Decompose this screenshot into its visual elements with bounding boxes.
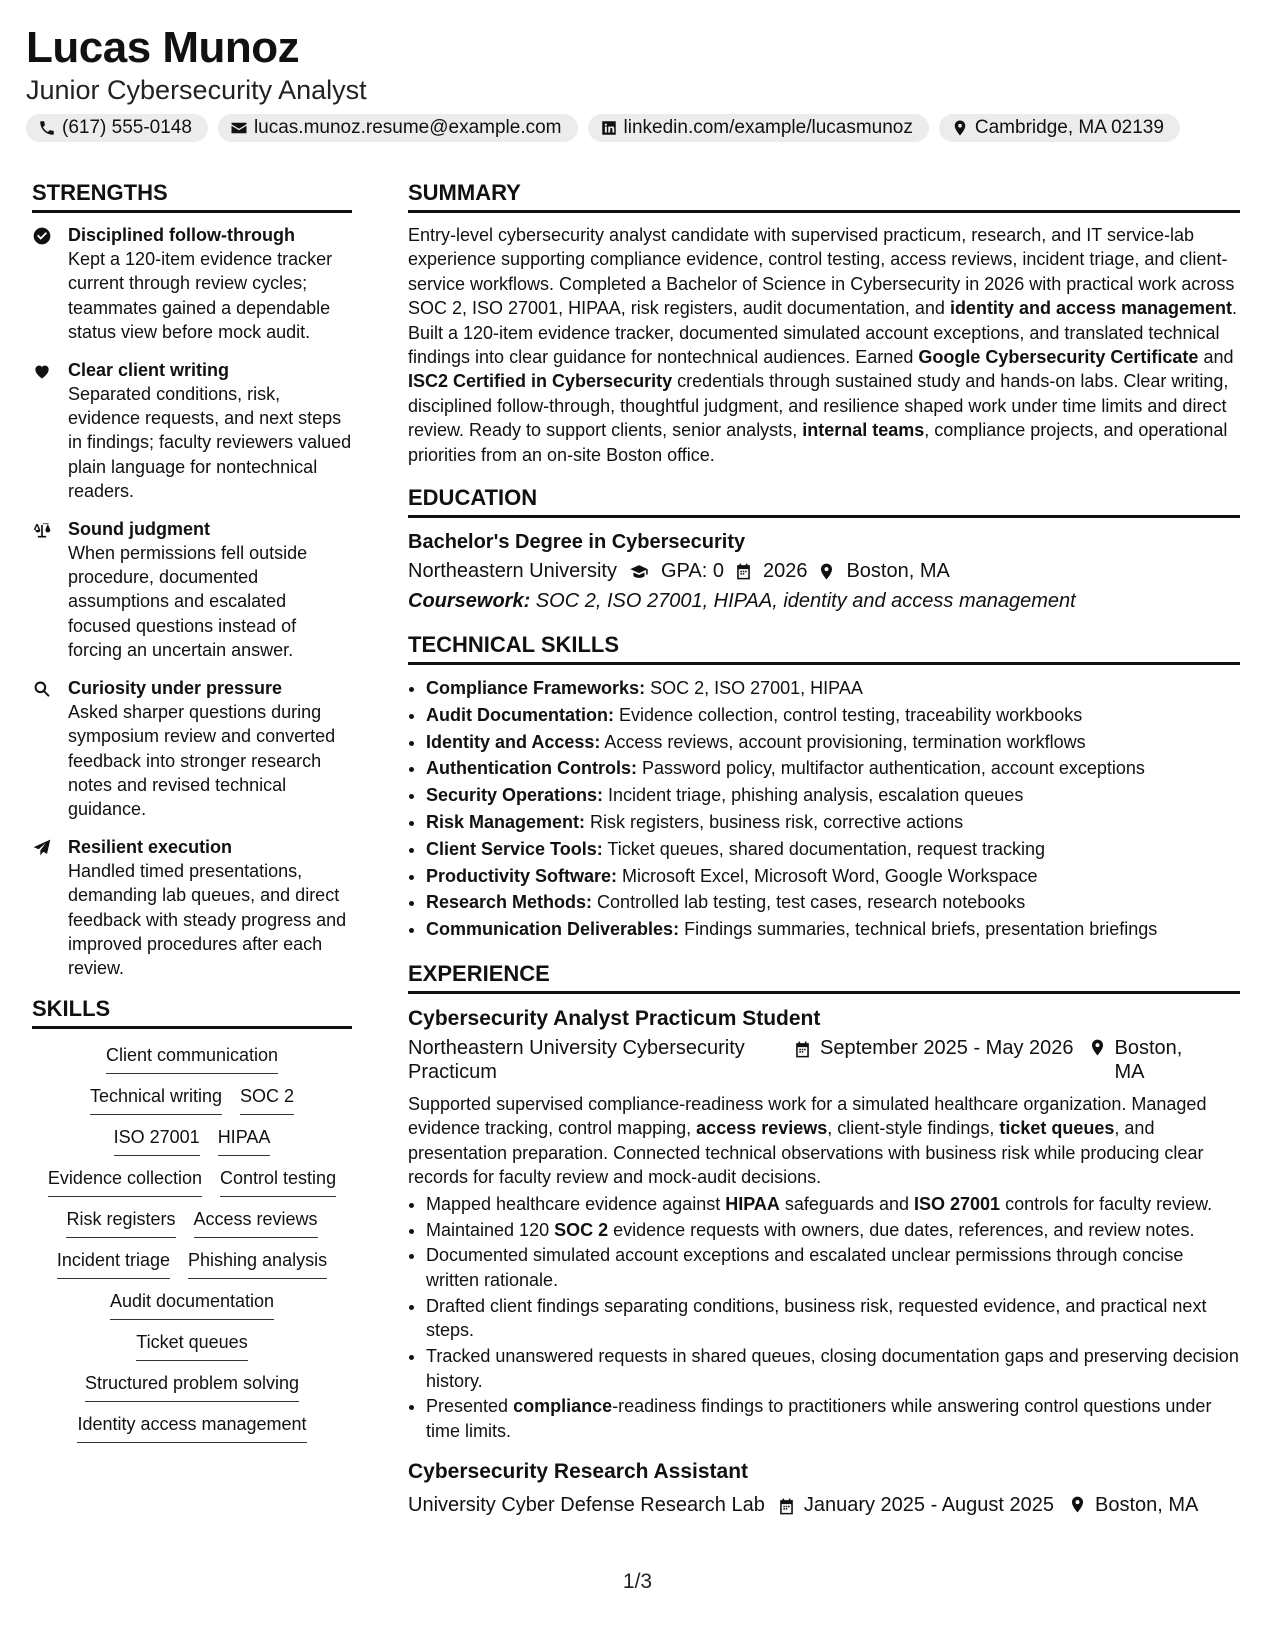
- strengths-heading: STRENGTHS: [32, 178, 352, 213]
- skills-heading: SKILLS: [32, 994, 352, 1029]
- bullet-segment: -readiness findings to practitioners while answering control questions under time limits.: [426, 1396, 1212, 1441]
- skill-values: Ticket queues, shared documentation, request tracking: [602, 838, 1045, 859]
- strength-title: Disciplined follow-through: [68, 225, 295, 245]
- bullet-bold: HIPAA: [725, 1193, 780, 1214]
- job-location-text: Boston, MA: [1114, 1037, 1183, 1084]
- job-location-text: Boston, MA: [1095, 1494, 1199, 1517]
- skill-category: Communication Deliverables:: [426, 919, 680, 940]
- summary-heading: SUMMARY: [408, 178, 1240, 213]
- job-bullets: [408, 1192, 1240, 1444]
- job-location: [1068, 1493, 1198, 1517]
- skill-tag: Risk registers: [66, 1207, 175, 1238]
- skill-values: Access reviews, account provisioning, termination workflows: [600, 731, 1086, 752]
- skill-tag: HIPAA: [218, 1125, 271, 1156]
- bullet-segment: safeguards and: [779, 1193, 914, 1214]
- strength-item: [32, 835, 352, 981]
- list-item: [426, 809, 1240, 836]
- paper-plane-icon: [32, 838, 52, 858]
- bullet-bold: ISO 27001: [914, 1193, 1001, 1214]
- list-item: [426, 916, 1240, 943]
- summary-text: [408, 223, 1240, 467]
- strength-title: Sound judgment: [68, 518, 210, 539]
- coursework-line: [408, 586, 1240, 616]
- scale-icon: [32, 520, 52, 540]
- contact-location-text: Cambridge, MA 02139: [974, 117, 1164, 138]
- heart-icon: [32, 361, 52, 381]
- contact-email-text: lucas.munoz.resume@example.com: [253, 117, 562, 138]
- contact-phone-text: (617) 555-0148: [62, 117, 192, 138]
- skill-values: Evidence collection, control testing, traceability workbooks: [613, 704, 1083, 725]
- summary-bold: internal teams: [802, 420, 925, 441]
- desc-segment: , and presentation preparation. Connected technical observations with business risk while producing clear records for faculty review and mock-audit decisions.: [408, 1118, 1204, 1188]
- desc-segment: Supported supervised compliance-readiness work for a simulated healthcare organization. Managed evidence tracking, control mapping,: [408, 1094, 1207, 1139]
- skill-category: Research Methods:: [426, 892, 593, 913]
- list-item: [426, 755, 1240, 782]
- skill-category: Client Service Tools:: [426, 838, 603, 859]
- list-item: [426, 782, 1240, 809]
- phone-icon: [38, 119, 56, 137]
- job-dates-text: September 2025 - May 2026: [820, 1037, 1074, 1060]
- graduation-year: 2026: [762, 560, 808, 583]
- skill-category: Authentication Controls:: [426, 758, 637, 779]
- skill-category: Identity and Access:: [426, 731, 601, 752]
- skill-tag: Technical writing: [90, 1084, 222, 1115]
- list-item: [426, 1192, 1240, 1216]
- list-item: [426, 1394, 1240, 1443]
- bullet-segment: Mapped healthcare evidence against: [426, 1193, 726, 1214]
- job-title: Cybersecurity Analyst Practicum Student: [408, 1007, 821, 1031]
- degree-title: Bachelor's Degree in Cybersecurity: [408, 531, 746, 554]
- skill-tag: Ticket queues: [136, 1330, 247, 1361]
- skill-category: Risk Management:: [426, 812, 586, 833]
- job-org: Northeastern University Cybersecurity Practicum: [408, 1037, 745, 1084]
- page-number: 1/3: [622, 1570, 653, 1593]
- job-entry: [408, 1004, 1240, 1443]
- gpa-text: GPA: 0: [660, 560, 724, 583]
- experience-heading: EXPERIENCE: [408, 959, 1240, 994]
- summary-segment: . Built a 120-item evidence tracker, documented simulated account exceptions, and translated technical findings into clear guidance for nontechnical audiences. Earned: [408, 298, 1238, 368]
- strength-title: Clear client writing: [68, 359, 230, 380]
- skill-category: Productivity Software:: [426, 865, 618, 886]
- coursework-text: SOC 2, ISO 27001, HIPAA, identity and access management: [530, 590, 1076, 613]
- summary-bold: identity and access management: [949, 298, 1233, 319]
- check-circle-icon: [32, 226, 52, 246]
- contact-email[interactable]: [218, 114, 578, 142]
- contact-linkedin[interactable]: [588, 114, 929, 142]
- contact-bar: [26, 114, 1256, 142]
- coursework-label: Coursework:: [408, 590, 531, 613]
- education-heading: EDUCATION: [408, 483, 1240, 518]
- calendar-icon: [734, 562, 753, 581]
- bullet-bold: SOC 2: [554, 1219, 609, 1240]
- right-column: [408, 178, 1240, 1517]
- skill-values: Microsoft Excel, Microsoft Word, Google Workspace: [617, 865, 1038, 886]
- bullet-segment: controls for faculty review.: [1000, 1193, 1213, 1214]
- skills-tag-list: [32, 1039, 352, 1443]
- job-dates: [793, 1036, 1074, 1060]
- calendar-icon: [777, 1497, 796, 1516]
- list-item: [426, 836, 1240, 863]
- skill-tag: Access reviews: [194, 1207, 318, 1238]
- skill-tag: ISO 27001: [114, 1125, 200, 1156]
- summary-segment: credentials through sustained study and hands-on labs. Clear writing, disciplined follow-through, thoughtful judgment, and resilience shaped work under time limits and direct review. Ready to support clients, senior analysts,: [408, 371, 1229, 441]
- technical-skills-list: [408, 675, 1240, 943]
- skill-tag: Client communication: [106, 1043, 278, 1074]
- envelope-icon: [230, 119, 248, 137]
- skill-tag: Evidence collection: [48, 1166, 202, 1197]
- job-meta: [408, 1036, 1240, 1084]
- skill-category: Compliance Frameworks:: [426, 678, 646, 699]
- skill-values: Controlled lab testing, test cases, research notebooks: [592, 892, 1026, 913]
- bullet-segment: evidence requests with owners, due dates, references, and review notes.: [608, 1219, 1195, 1240]
- list-item: [426, 1294, 1240, 1343]
- contact-location: [939, 114, 1180, 142]
- list-item: [426, 675, 1240, 702]
- job-location: [1088, 1036, 1198, 1084]
- graduation-cap-icon: [627, 562, 651, 581]
- summary-segment: Entry-level cybersecurity analyst candidate with supervised practicum, research, and IT service-lab experience supporting compliance evidence, control testing, access reviews, incident triage, and client-service workflows. Completed a Bachelor of Science in Cybersecurity in 2026 with practical work across SOC 2, ISO 27001, HIPAA, risk registers, audit documentation, and: [408, 225, 1235, 319]
- strength-title: Curiosity under pressure: [68, 677, 283, 698]
- location-pin-icon: [1068, 1495, 1087, 1514]
- job-entry: [408, 1457, 1240, 1517]
- list-item: [426, 889, 1240, 916]
- summary-segment: , compliance projects, and operational priorities from an on-site Boston office.: [408, 420, 1228, 465]
- skill-category: Security Operations:: [426, 785, 604, 806]
- bullet-segment: Tracked unanswered requests in shared queues, closing documentation gaps and preserving decision history.: [426, 1346, 1239, 1391]
- skill-values: Incident triage, phishing analysis, escalation queues: [603, 785, 1024, 806]
- bullet-segment: Maintained 120: [426, 1219, 555, 1240]
- bullet-segment: Documented simulated account exceptions and escalated unclear permissions through concise written rationale.: [426, 1245, 1184, 1290]
- skill-values: Risk registers, business risk, corrective actions: [585, 812, 964, 833]
- job-org: University Cyber Defense Research Lab: [408, 1494, 765, 1517]
- candidate-title: Junior Cybersecurity Analyst: [26, 75, 367, 105]
- location-pin-icon: [951, 119, 969, 137]
- summary-bold: Google Cybersecurity Certificate: [918, 347, 1199, 368]
- location-pin-icon: [1088, 1038, 1107, 1057]
- location-pin-icon: [817, 562, 836, 581]
- skill-tag: Audit documentation: [110, 1289, 274, 1320]
- education-meta: [408, 556, 1240, 586]
- skill-tag: Control testing: [220, 1166, 336, 1197]
- list-item: [426, 863, 1240, 890]
- strength-desc: Asked sharper questions during symposium review and converted feedback into stronger research notes and revised technical guidance.: [68, 701, 336, 820]
- skill-category: Audit Documentation:: [426, 704, 614, 725]
- skill-values: Findings summaries, technical briefs, presentation briefings: [679, 919, 1158, 940]
- school-name: Northeastern University: [408, 560, 617, 583]
- education-location: Boston, MA: [846, 560, 950, 583]
- desc-bold: ticket queues: [999, 1118, 1115, 1139]
- job-description: [408, 1092, 1240, 1190]
- strength-desc: Separated conditions, risk, evidence requests, and next steps in findings; faculty reviewers valued plain language for nontechnical readers.: [68, 383, 352, 502]
- technical-skills-heading: TECHNICAL SKILLS: [408, 630, 1240, 665]
- skill-tag: Identity access management: [77, 1412, 306, 1443]
- list-item: [426, 1218, 1240, 1242]
- job-dates: [777, 1493, 1054, 1517]
- strength-item: [32, 676, 352, 822]
- job-title: Cybersecurity Research Assistant: [408, 1460, 749, 1484]
- job-dates-text: January 2025 - August 2025: [803, 1494, 1055, 1517]
- desc-bold: access reviews: [696, 1118, 828, 1139]
- bullet-bold: compliance: [513, 1396, 613, 1417]
- left-column: [32, 178, 352, 1443]
- summary-bold: ISC2 Certified in Cybersecurity: [408, 371, 673, 392]
- skill-values: Password policy, multifactor authentication, account exceptions: [636, 758, 1145, 779]
- contact-phone[interactable]: [26, 114, 208, 142]
- linkedin-icon: [600, 119, 618, 137]
- list-item: [426, 1344, 1240, 1393]
- strength-item: [32, 517, 352, 663]
- strength-title: Resilient execution: [68, 836, 233, 857]
- calendar-icon: [793, 1040, 812, 1059]
- skill-tag: Incident triage: [57, 1248, 170, 1279]
- skill-tag: Phishing analysis: [188, 1248, 327, 1279]
- bullet-segment: Presented: [426, 1396, 514, 1417]
- desc-segment: , client-style findings,: [827, 1118, 1000, 1139]
- list-item: [426, 1243, 1240, 1292]
- strength-item: [32, 358, 352, 504]
- strength-desc: Kept a 120-item evidence tracker current through review cycles; teammates gained a dependable status view before mock audit.: [68, 249, 333, 343]
- list-item: [426, 729, 1240, 756]
- strength-desc: When permissions fell outside procedure, documented assumptions and escalated focused questions instead of forcing an uncertain answer.: [68, 542, 308, 661]
- skill-tag: Structured problem solving: [85, 1371, 299, 1402]
- strength-item: [32, 223, 352, 345]
- job-meta: [408, 1493, 1240, 1517]
- strength-desc: Handled timed presentations, demanding lab queues, and direct feedback with steady progress and improved procedures after each review.: [68, 860, 347, 979]
- bullet-segment: Drafted client findings separating conditions, business risk, requested evidence, and practical next steps.: [426, 1295, 1207, 1341]
- contact-linkedin-text: linkedin.com/example/lucasmunoz: [623, 117, 913, 138]
- search-icon: [32, 679, 52, 699]
- candidate-name: Lucas Munoz: [26, 23, 300, 72]
- summary-segment: and: [1198, 347, 1234, 368]
- skill-tag: SOC 2: [240, 1084, 294, 1115]
- skill-values: SOC 2, ISO 27001, HIPAA: [645, 678, 863, 699]
- resume-header: [26, 22, 1256, 142]
- list-item: [426, 702, 1240, 729]
